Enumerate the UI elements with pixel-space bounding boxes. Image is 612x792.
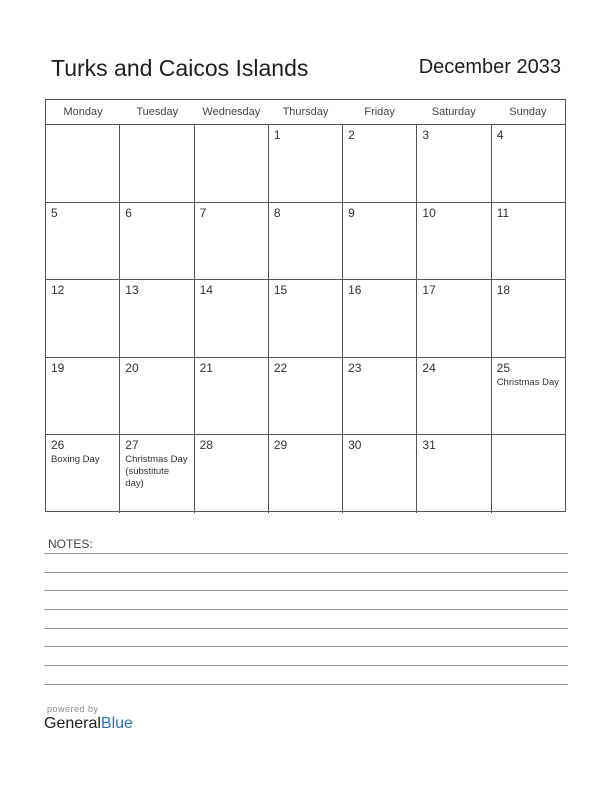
generalblue-logo [44, 704, 133, 733]
day-cell [195, 358, 269, 435]
week-row [46, 203, 565, 281]
day-cell [417, 358, 491, 435]
holiday-label: Boxing Day [51, 454, 100, 466]
day-number: 16 [348, 283, 362, 298]
weekday-monday: Monday [63, 106, 103, 118]
day-cell [417, 125, 491, 202]
weeks-container [46, 125, 565, 513]
day-number: 20 [125, 360, 139, 375]
holiday-label: Christmas Day (substitute day) [125, 454, 188, 490]
day-number: 28 [199, 438, 213, 453]
day-cell [343, 435, 417, 513]
day-cell [46, 203, 120, 280]
day-cell [269, 435, 343, 513]
day-cell [417, 280, 491, 357]
day-number: 13 [125, 283, 139, 298]
day-cell [343, 125, 417, 202]
day-number: 4 [496, 128, 504, 142]
day-cell [417, 203, 491, 280]
week-row [46, 358, 565, 436]
day-cell [46, 358, 120, 435]
day-cell [492, 435, 565, 513]
day-number: 14 [199, 283, 213, 298]
holiday-label: Christmas Day [496, 376, 559, 388]
weekday-thursday: Thursday [282, 106, 329, 118]
week-row [46, 125, 565, 203]
weekday-tuesday: Tuesday [136, 106, 179, 118]
notes-line [44, 665, 568, 666]
day-cell [269, 280, 343, 357]
notes-line [44, 646, 568, 647]
notes-line [44, 609, 568, 610]
weekday-saturday: Saturday [431, 106, 476, 118]
weekday-sunday: Sunday [509, 106, 547, 118]
day-number: 30 [348, 438, 362, 453]
day-cell [417, 435, 491, 513]
day-cell [120, 435, 194, 513]
day-cell [269, 203, 343, 280]
day-number: 3 [422, 128, 430, 142]
day-number: 18 [496, 283, 511, 298]
notes-line [44, 553, 568, 554]
day-cell [343, 358, 417, 435]
day-number: 12 [51, 283, 65, 298]
weekday-friday: Friday [364, 106, 395, 118]
day-cell [120, 358, 194, 435]
powered-by-label: powered by [47, 704, 99, 714]
day-number: 6 [125, 205, 132, 220]
day-cell [492, 280, 565, 357]
calendar-location-title: Turks and Caicos Islands [51, 55, 309, 81]
weekday-wednesday: Wednesday [202, 106, 261, 118]
day-cell [195, 280, 269, 357]
notes-line [44, 628, 568, 629]
day-cell [269, 125, 343, 202]
day-cell [46, 280, 120, 357]
day-cell [492, 203, 565, 280]
day-number: 10 [422, 205, 436, 220]
day-cell [269, 358, 343, 435]
notes-line [44, 684, 568, 685]
day-number: 5 [51, 205, 58, 220]
day-number: 22 [273, 360, 288, 375]
week-row [46, 435, 565, 513]
day-number: 23 [348, 360, 362, 375]
day-number: 27 [125, 438, 139, 453]
day-cell [195, 125, 269, 202]
brand-name [44, 715, 133, 733]
day-number: 8 [273, 205, 281, 220]
day-cell [343, 280, 417, 357]
day-number: 15 [273, 283, 288, 298]
notes-line [44, 590, 568, 591]
day-number: 31 [422, 438, 436, 453]
day-number: 1 [273, 128, 281, 142]
calendar-grid [45, 99, 566, 512]
notes-line [44, 572, 568, 573]
day-cell [195, 203, 269, 280]
day-number: 9 [348, 205, 355, 220]
notes-label: NOTES: [48, 537, 93, 551]
day-number: 25 [496, 360, 511, 375]
day-cell [343, 203, 417, 280]
brand-name-part1: General [44, 715, 101, 732]
day-number: 17 [422, 283, 436, 298]
day-cell [120, 203, 194, 280]
day-number: 19 [51, 360, 65, 375]
day-number: 7 [199, 205, 207, 220]
day-cell [120, 280, 194, 357]
week-row [46, 280, 565, 358]
day-number: 24 [422, 360, 436, 375]
day-cell [46, 125, 120, 202]
day-number: 2 [348, 128, 355, 142]
day-number: 26 [51, 438, 65, 453]
day-cell [120, 125, 194, 202]
day-number: 21 [199, 360, 213, 375]
day-cell [46, 435, 120, 513]
brand-name-part2: Blue [100, 715, 133, 732]
calendar-month-title: December 2033 [418, 56, 561, 78]
day-cell [195, 435, 269, 513]
day-number: 11 [496, 205, 510, 220]
day-number: 29 [273, 438, 288, 453]
day-cell [492, 358, 565, 435]
weekday-header-row [46, 100, 565, 125]
day-cell [492, 125, 565, 202]
